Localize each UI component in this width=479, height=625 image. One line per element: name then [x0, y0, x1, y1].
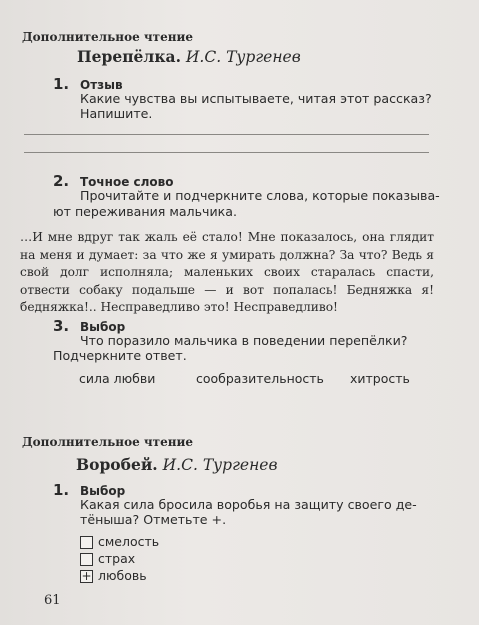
- task-name: Выбор: [80, 484, 126, 498]
- task-number: 3.: [53, 317, 70, 335]
- checkbox-label: любовь: [98, 568, 147, 583]
- work-author: И.С. Тургенев: [162, 456, 278, 474]
- task-line: Что поразило мальчика в поведении перепёлки?: [80, 333, 408, 348]
- task-number: 1.: [53, 75, 70, 93]
- checkbox[interactable]: [80, 553, 93, 566]
- checkbox-label: страх: [98, 551, 136, 566]
- task-line: Подчеркните ответ.: [53, 348, 187, 363]
- task-name: Точное слово: [80, 175, 174, 189]
- story-excerpt-text: …И мне вдруг так жаль её стало! Мне показалось, она глядит на меня и думает: за что же я умирать должна? За что? Ведь я свой долг исполняла; маленьких своих старалась спасти, отвести собаку подальше — и вот попалась! Бедняжка я! бедняжка!.. Несправедливо это! Несправедливо!: [20, 230, 434, 315]
- task-line: Какая сила бросила воробья на защиту своего де-: [80, 497, 417, 512]
- work-title: [76, 455, 277, 474]
- task-number: 1.: [53, 481, 70, 499]
- checkbox-label: смелость: [98, 534, 160, 549]
- task-line: Напишите.: [80, 106, 153, 121]
- answer-option[interactable]: сила любви: [79, 371, 156, 386]
- section-header: Дополнительное чтение: [22, 30, 194, 44]
- task-line: тёныша? Отметьте +.: [80, 512, 227, 527]
- work-author: И.С. Тургенев: [185, 48, 301, 66]
- work-title-name: Воробей.: [76, 455, 158, 474]
- task-line: Прочитайте и подчеркните слова, которые показыва-: [80, 188, 440, 203]
- task-name: Выбор: [80, 320, 126, 334]
- answer-option[interactable]: хитрость: [350, 371, 410, 386]
- task-name: Отзыв: [80, 78, 123, 92]
- page-number: 61: [44, 593, 61, 608]
- section-header: Дополнительное чтение: [22, 435, 194, 449]
- checkbox-checked[interactable]: [80, 570, 93, 583]
- answer-line[interactable]: [24, 152, 429, 153]
- plus-mark-icon: +: [81, 569, 92, 583]
- answer-option[interactable]: сообразительность: [196, 371, 324, 386]
- work-title: [77, 47, 301, 66]
- task-number: 2.: [53, 172, 70, 190]
- task-line: Какие чувства вы испытываете, читая этот рассказ?: [80, 91, 432, 106]
- work-title-name: Перепёлка.: [77, 47, 181, 66]
- answer-line[interactable]: [24, 134, 429, 135]
- checkbox[interactable]: [80, 536, 93, 549]
- story-excerpt: [20, 229, 434, 317]
- task-line: ют переживания мальчика.: [53, 204, 237, 219]
